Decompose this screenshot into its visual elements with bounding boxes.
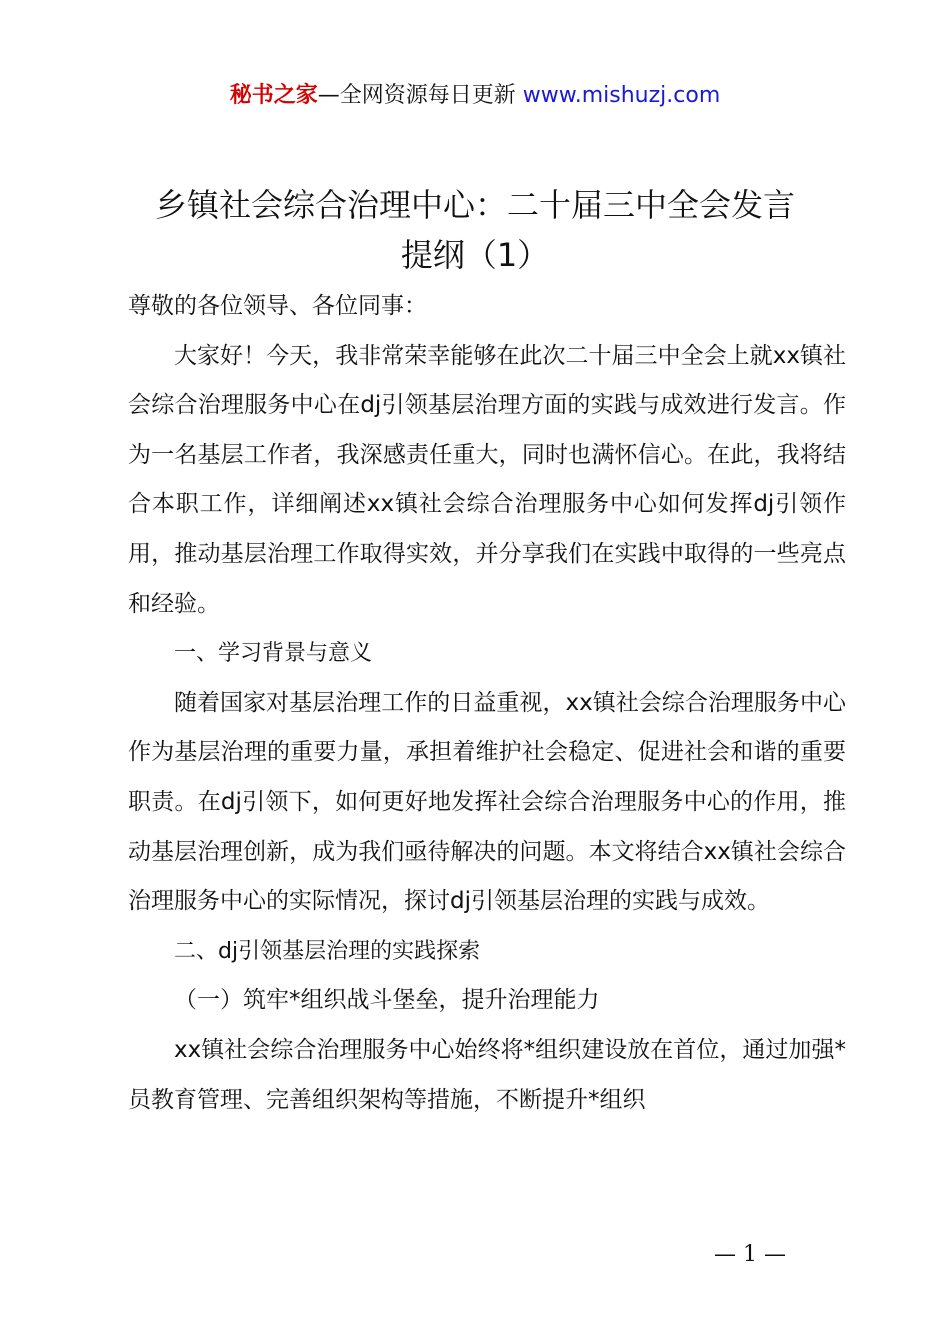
subsection-heading-1: （一）筑牢*组织战斗堡垒，提升治理能力 <box>174 987 600 1014</box>
subsection-1-paragraph: xx镇社会综合治理服务中心始终将*组织建设放在首位，通过加强*员教育管理、完善组织架构等措施，不断提升*组织 <box>128 1036 846 1113</box>
document-body <box>128 282 846 1125</box>
brand-name: 秘书之家 <box>229 83 318 108</box>
site-url[interactable]: www.mishuzj.com <box>522 83 721 108</box>
section-heading-1: 一、学习背景与意义 <box>174 641 373 667</box>
banner-tagline: —全网资源每日更新 <box>317 83 523 108</box>
site-banner <box>0 80 950 112</box>
title-line-2: 提纲（1） <box>400 236 550 274</box>
document-title <box>100 180 850 280</box>
section-heading-2: 二、dj引领基层治理的实践探索 <box>174 938 481 964</box>
greeting: 尊敬的各位领导、各位同事： <box>128 293 427 319</box>
section-1-paragraph: 随着国家对基层治理工作的日益重视，xx镇社会综合治理服务中心作为基层治理的重要力量，承担着维护社会稳定、促进社会和谐的重要职责。在dj引领下，如何更好地发挥社会综合治理服务中心的作用，推动基层治理创新，成为我们亟待解决的问题。本文将结合xx镇社会综合治理服务中心的实际情况，探讨dj引领基层治理的实践与成效。 <box>128 689 846 915</box>
intro-paragraph: 大家好！今天，我非常荣幸能够在此次二十届三中全会上就xx镇社会综合治理服务中心在dj引领基层治理方面的实践与成效进行发言。作为一名基层工作者，我深感责任重大，同时也满怀信心。在此，我将结合本职工作，详细阐述xx镇社会综合治理服务中心如何发挥dj引领作用，推动基层治理工作取得实效，并分享我们在实践中取得的一些亮点和经验。 <box>128 342 846 617</box>
title-line-1: 乡镇社会综合治理中心：二十届三中全会发言 <box>154 186 795 224</box>
page-number: — 1 — <box>714 1242 786 1267</box>
